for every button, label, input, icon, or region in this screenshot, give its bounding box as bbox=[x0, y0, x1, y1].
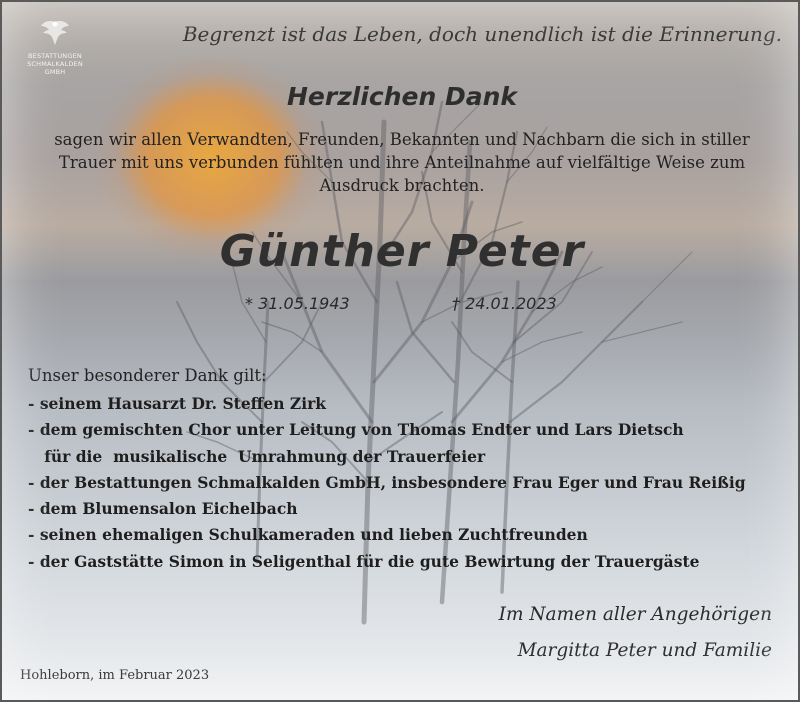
list-item: - der Gaststätte Simon in Seligenthal für die gute Bewirtung der Trauergäste bbox=[28, 551, 700, 571]
list-item: - der Bestattungen Schmalkalden GmbH, insbesondere Frau Eger und Frau Reißig bbox=[28, 472, 746, 492]
intro-line: Ausdruck brachten. bbox=[319, 176, 485, 195]
motto-quote: Begrenzt ist das Leben, doch unendlich ist die Erinnerung. bbox=[182, 22, 782, 46]
special-thanks-intro: Unser besonderer Dank gilt: bbox=[28, 366, 267, 385]
birth-date: * 31.05.1943 bbox=[245, 294, 350, 313]
list-item: für die musikalische Umrahmung der Trauerfeier bbox=[28, 446, 486, 466]
list-item: - dem Blumensalon Eichelbach bbox=[28, 499, 298, 519]
list-item: - dem gemischten Chor unter Leitung von Thomas Endter und Lars Dietsch bbox=[28, 420, 684, 440]
death-date: † 24.01.2023 bbox=[452, 294, 557, 313]
logo-line-3: GMBH bbox=[44, 68, 66, 76]
special-thanks-list bbox=[28, 391, 746, 575]
logo-line-1: BESTATTUNGEN bbox=[28, 52, 82, 60]
thanks-heading: Herzlichen Dank bbox=[286, 82, 518, 111]
intro-line: Trauer mit uns verbunden fühlten und ihre Anteilnahme auf vielfältige Weise zum bbox=[58, 153, 746, 172]
signature-line-2: Margitta Peter und Familie bbox=[517, 640, 772, 661]
logo-line-2: SCHMALKALDEN bbox=[27, 60, 83, 68]
list-item: - seinem Hausarzt Dr. Steffen Zirk bbox=[28, 394, 327, 413]
funeral-home-logo bbox=[20, 18, 90, 76]
deceased-name: Günther Peter bbox=[219, 226, 585, 277]
intro-paragraph bbox=[2, 128, 800, 197]
signature-line-1: Im Namen aller Angehörigen bbox=[498, 604, 772, 625]
angel-wings-icon bbox=[38, 18, 72, 48]
list-item: - seinen ehemaligen Schulkameraden und lieben Zuchtfreunden bbox=[28, 525, 588, 545]
intro-line: sagen wir allen Verwandten, Freunden, Bekannten und Nachbarn die sich in stiller bbox=[54, 130, 750, 149]
place-and-date: Hohleborn, im Februar 2023 bbox=[20, 668, 210, 683]
